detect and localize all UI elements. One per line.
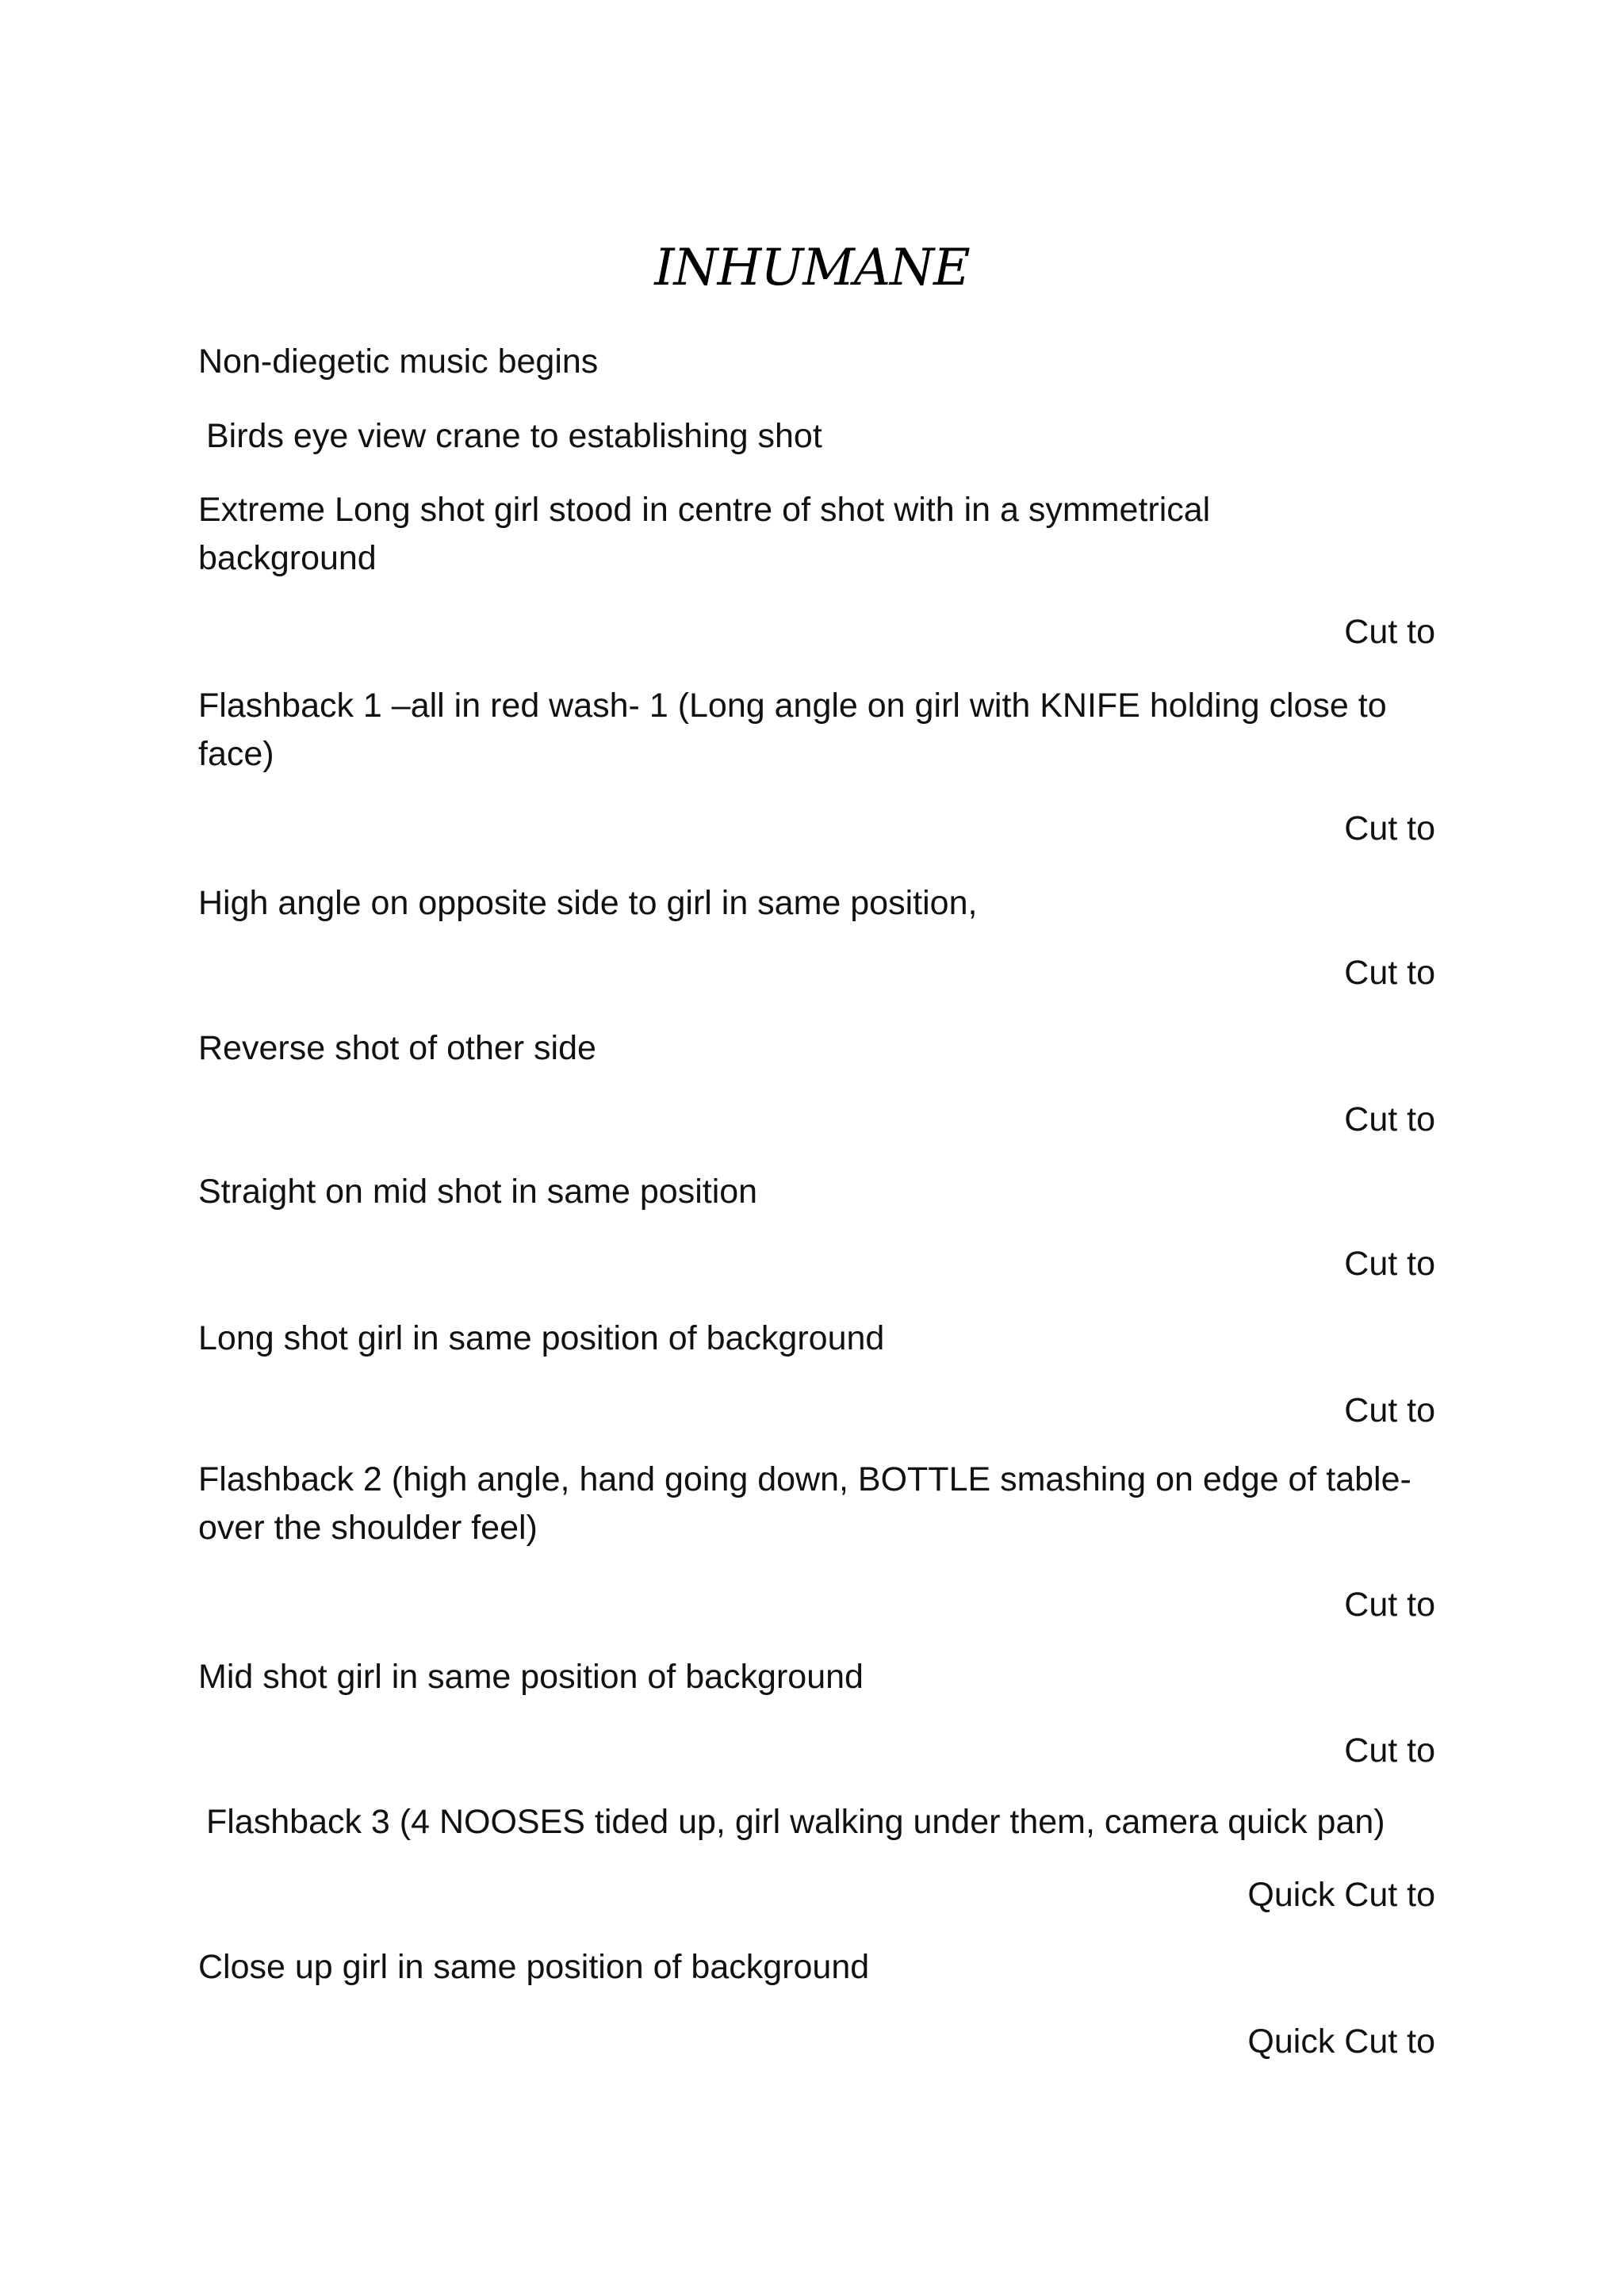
script-line-high-angle: High angle on opposite side to girl in same position, [198,884,978,922]
script-line-long-shot: Long shot girl in same position of background [198,1319,885,1357]
transition-cut-to: Cut to [1344,1100,1435,1138]
script-line-reverse-shot: Reverse shot of other side [198,1029,596,1067]
script-line-close-up: Close up girl in same position of background [198,1948,870,1986]
script-line-straight-mid-shot: Straight on mid shot in same position [198,1173,758,1211]
script-line-music: Non-diegetic music begins [198,342,599,381]
script-line-birds-eye: Birds eye view crane to establishing shot [206,417,822,455]
transition-quick-cut-to: Quick Cut to [1247,2022,1435,2061]
script-line-mid-shot: Mid shot girl in same position of background [198,1658,864,1696]
script-line-flashback-1: Flashback 1 –all in red wash- 1 (Long angle on girl with KNIFE holding close to face) [198,687,1387,773]
transition-cut-to: Cut to [1344,613,1435,651]
transition-cut-to: Cut to [1344,809,1435,848]
script-line-flashback-3: Flashback 3 (4 NOOSES tided up, girl walking under them, camera quick pan) [206,1803,1385,1841]
transition-cut-to: Cut to [1344,1732,1435,1770]
transition-quick-cut-to: Quick Cut to [1247,1876,1435,1914]
script-line-extreme-long-shot: Extreme Long shot girl stood in centre of shot with in a symmetrical background [198,491,1211,577]
script-line-flashback-2: Flashback 2 (high angle, hand going down, BOTTLE smashing on edge of table- over the shoulder feel) [198,1460,1411,1547]
page-title: INHUMANE [654,239,970,297]
transition-cut-to: Cut to [1344,1586,1435,1624]
transition-cut-to: Cut to [1344,1245,1435,1283]
transition-cut-to: Cut to [1344,954,1435,992]
transition-cut-to: Cut to [1344,1391,1435,1429]
